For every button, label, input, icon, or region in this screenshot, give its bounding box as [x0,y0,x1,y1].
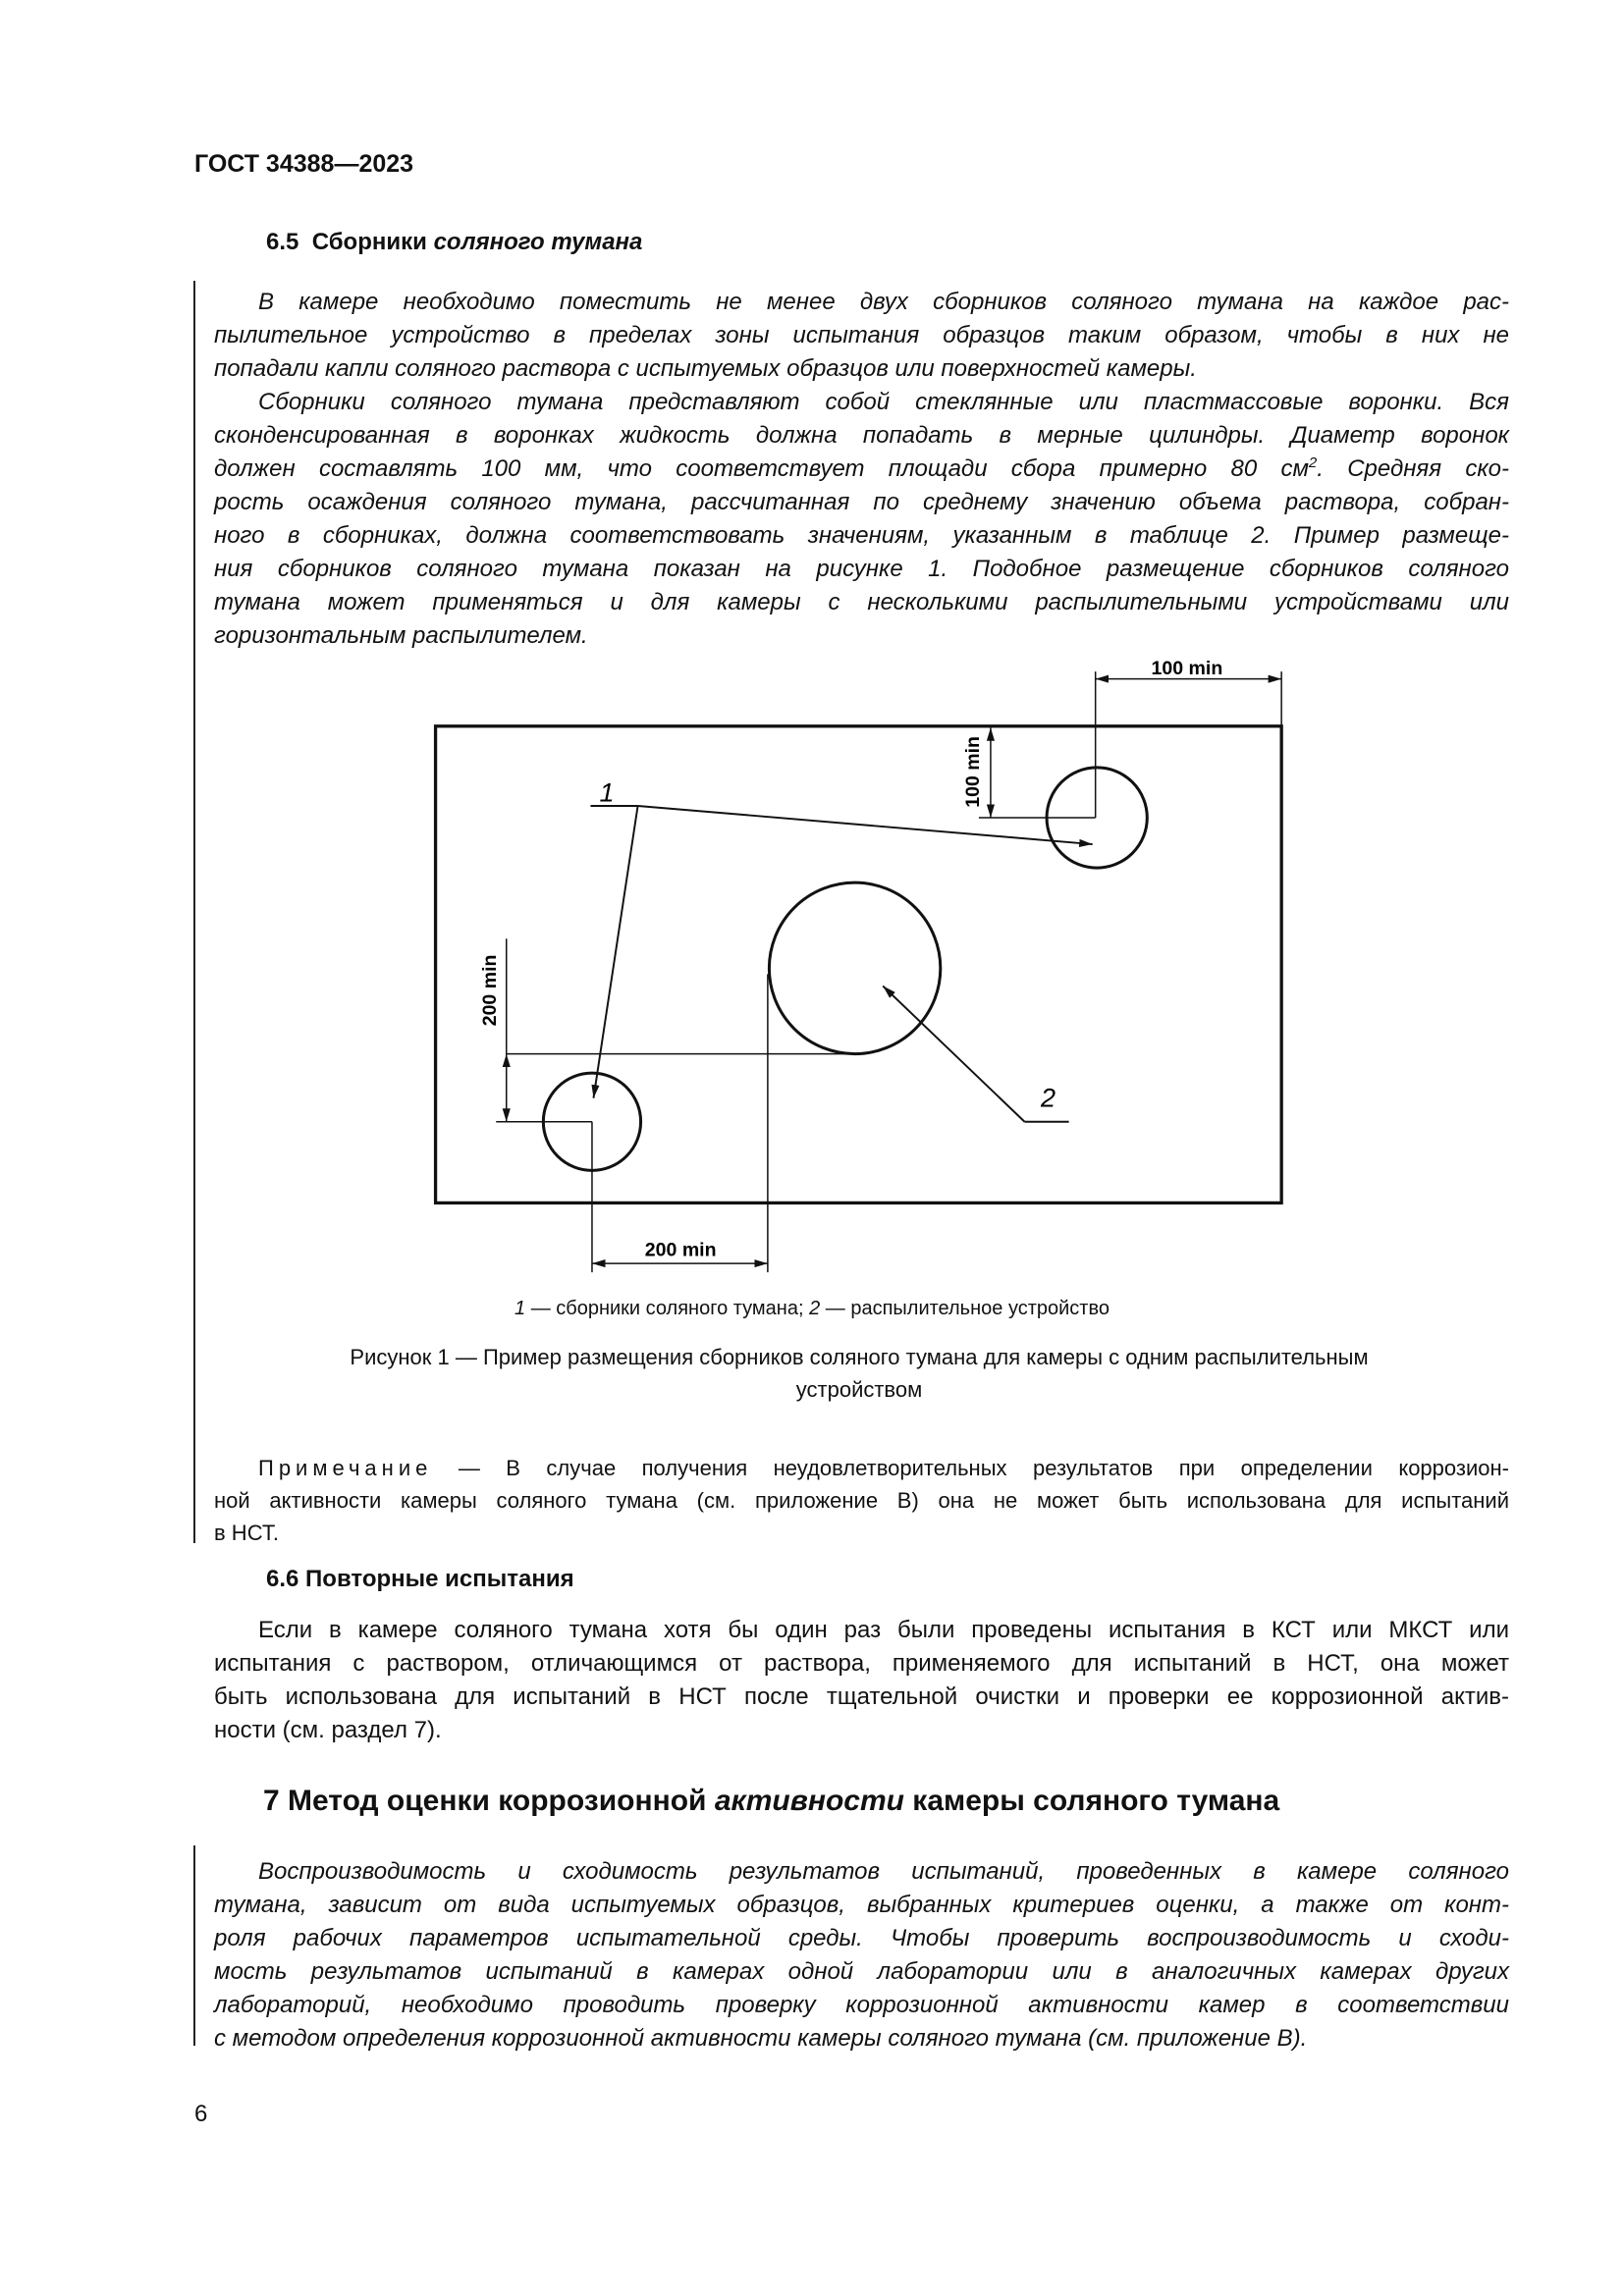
chamber-outline [436,726,1282,1203]
text: должен составлять 100 мм, что соответствует площади сбора примерно 80 см [214,455,1309,482]
page-number: 6 [194,2101,208,2127]
text-line: Воспроизводимость и сходимость результатов испытаний, проведенных в камере соляного [258,1858,1509,1885]
text-line: сконденсированная в воронках жидкость должна попадать в мерные цилиндры. Диаметр воронок [214,422,1509,449]
dim-label-left-vertical: 200 min [479,954,502,1027]
text-line: тумана, зависит от вида испытуемых образцов, выбранных критериев оценки, а также от конт- [214,1892,1509,1918]
legend-num: 1 [514,1298,526,1319]
superscript: 2 [1308,454,1318,471]
text-line: роля рабочих параметров испытательной среды. Чтобы проверить воспроизводимость и сходи- [214,1925,1509,1951]
note-label: Примечание [258,1456,433,1480]
text-line: ности (см. раздел 7). [214,1717,442,1743]
callout-1: 1 [599,777,615,808]
caption-line: Рисунок 1 — Пример размещения сборников соляного тумана для камеры с одним распылительным [350,1345,1369,1369]
text-line: лабораторий, необходимо проводить проверку коррозионной активности камер в соответствии [214,1992,1509,2018]
text-line: попадали капли соляного раствора с испытуемых образцов или поверхностей камеры. [214,355,1197,382]
legend-text: — сборники соляного тумана; [525,1298,810,1319]
text-line: в НСТ. [214,1521,279,1545]
text-line: Сборники соляного тумана представляют собой стеклянные или пластмассовые воронки. Вся [258,389,1509,415]
dimension-lines [496,671,1281,1272]
text-line: испытания с раствором, отличающимся от раствора, применяемого для испытаний в НСТ, она может [214,1650,1509,1677]
text: — В случае получения неудовлетворительных результатов при определении коррозион- [458,1456,1509,1480]
spray-device [769,882,940,1053]
text-line: пылительное устройство в пределах зоны испытания образцов таким образом, чтобы в них не [214,322,1509,348]
heading-text: камеры соляного тумана [903,1785,1280,1817]
text-line: ния сборников соляного тумана показан на рисунке 1. Подобное размещение сборников соляного [214,556,1509,582]
dim-label-top: 100 min [1151,658,1223,680]
leader-lines [590,806,1092,1122]
dim-label-bottom: 200 min [644,1239,717,1261]
text-line: рость осаждения соляного тумана, рассчитанная по среднему значению объема раствора, собран- [214,489,1509,515]
dim-label-right-vertical: 100 min [961,736,984,808]
paragraph [214,1614,1509,1747]
paragraph [214,1855,1509,2056]
document-header: ГОСТ 34388—2023 [194,150,414,178]
section-title-italic: соляного тумана [433,229,643,255]
figure-caption [245,1341,1473,1406]
section-6-6-heading: 6.6 Повторные испытания [266,1566,574,1592]
section-7-text [214,1855,1509,2056]
legend-num: 2 [809,1298,821,1319]
figure-legend [0,1298,1624,1320]
text-line: В камере необходимо поместить не менее двух сборников соляного тумана на каждое рас- [258,289,1509,315]
text-line: ной активности камеры соляного тумана (см. приложение В) она не может быть использована для испытаний [214,1488,1509,1513]
text-line: с методом определения коррозионной активности камеры соляного тумана (см. приложение В). [214,2025,1308,2052]
callout-2: 2 [1041,1083,1056,1113]
heading-text-italic: активности [714,1785,904,1817]
heading-text: 7 Метод оценки коррозионной [263,1785,715,1817]
caption-line: устройством [795,1377,923,1402]
text: . Средняя ско- [1317,455,1510,482]
text-line [214,1452,1509,1484]
text-line: тумана может применяться и для камеры с несколькими распылительными устройствами или [214,589,1509,615]
section-7-heading [263,1785,1279,1818]
change-bar [193,1845,195,2046]
section-number: 6.5 [266,229,299,255]
text-line: Если в камере соляного тумана хотя бы один раз были проведены испытания в КСТ или МКСТ или [258,1617,1509,1643]
section-title: Сборники [311,229,427,255]
text-line: ного в сборниках, должна соответствовать значениям, указанным в таблице 2. Пример размеще- [214,522,1509,549]
legend-text: — распылительное устройство [820,1298,1110,1319]
text-line: горизонтальным распылителем. [214,622,588,649]
text-line: мость результатов испытаний в камерах одной лаборатории или в аналогичных камерах других [214,1958,1509,1985]
note [214,1452,1509,1549]
text-line: быть использована для испытаний в НСТ после тщательной очистки и проверки ее коррозионной актив- [214,1683,1509,1710]
section-6-6-text [214,1614,1509,1747]
